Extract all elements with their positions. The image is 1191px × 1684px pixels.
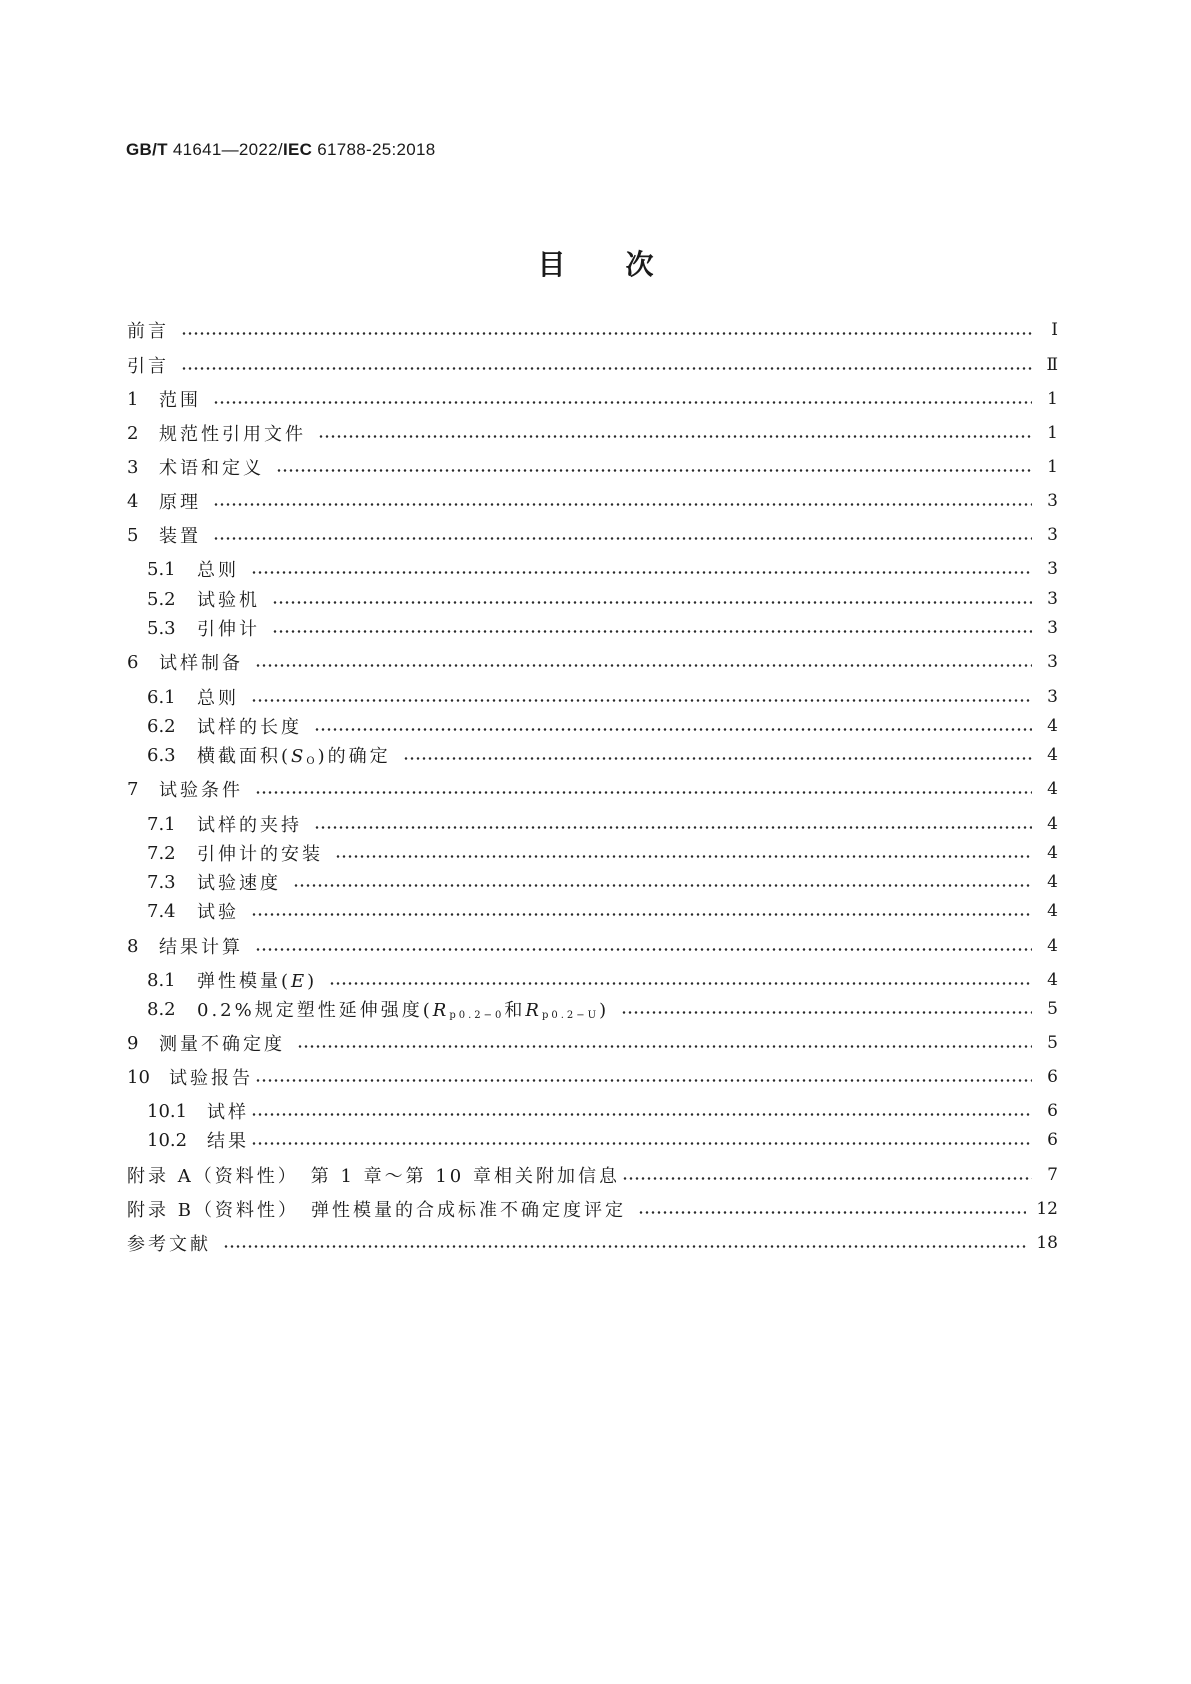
toc-entry-title: 总则: [197, 688, 239, 709]
toc-entry-foreword[interactable]: [127, 316, 1058, 344]
toc-entry-title: 引伸计的安装: [197, 844, 323, 865]
toc-entry-page: 3: [1047, 652, 1058, 672]
toc-entry-page: Ⅱ: [1046, 355, 1058, 375]
table-of-contents: [127, 0, 1058, 1684]
dot-leader: [621, 1011, 1032, 1014]
toc-entry-number: 10.1: [147, 1100, 188, 1122]
toc-entry-page: Ⅰ: [1051, 320, 1058, 340]
toc-entry-number: 2: [127, 422, 139, 444]
subscript-p02-0: p0.2−0: [449, 1010, 505, 1021]
toc-entry-page: 4: [1047, 843, 1058, 863]
toc-entry-title: 范围: [159, 390, 201, 411]
subscript-p02-u: p0.2−U: [541, 1010, 600, 1021]
toc-entry-number: 5.2: [147, 588, 176, 610]
title-part: 横截面积(: [197, 746, 292, 767]
dot-leader: [255, 1079, 1032, 1082]
dot-leader: [329, 982, 1032, 985]
toc-entry-number: 5.1: [147, 558, 176, 580]
dot-leader: [314, 826, 1032, 829]
toc-entry-title: [197, 996, 609, 1022]
toc-entry-1[interactable]: [127, 385, 1058, 413]
toc-entry-4[interactable]: [127, 487, 1058, 515]
symbol-e: E: [291, 971, 308, 992]
dot-leader: [403, 757, 1032, 760]
toc-entry-number: 8: [127, 935, 139, 957]
toc-entry-number: 7.1: [147, 813, 176, 835]
toc-entry-annex-b[interactable]: [127, 1195, 1058, 1223]
toc-entry-number: 10.2: [147, 1129, 188, 1151]
toc-entry-page: 3: [1047, 559, 1058, 579]
subscript-o: O: [306, 756, 318, 767]
toc-entry-number: 6.3: [147, 744, 176, 766]
toc-entry-7-1[interactable]: [127, 810, 1058, 838]
dot-leader: [255, 664, 1032, 667]
dot-leader: [251, 699, 1032, 702]
dot-leader: [272, 630, 1032, 633]
iec-prefix: IEC: [282, 140, 313, 159]
toc-entry-title: 试样制备: [159, 653, 243, 674]
dot-leader: [251, 913, 1032, 916]
toc-entry-6-1[interactable]: [127, 683, 1058, 711]
toc-entry-10-1[interactable]: [127, 1097, 1058, 1125]
iec-number: 61788-25:2018: [312, 140, 436, 159]
title-part: )的确定: [317, 746, 391, 767]
dot-leader: [638, 1211, 1026, 1214]
toc-entry-page: 6: [1047, 1130, 1058, 1150]
toc-entry-number: 5: [127, 524, 139, 546]
toc-entry-title: 结果计算: [159, 937, 243, 958]
toc-entry-number: 9: [127, 1032, 139, 1054]
toc-entry-8-2[interactable]: [127, 995, 1058, 1023]
toc-entry-page: 7: [1047, 1165, 1058, 1185]
toc-entry-number: 7.3: [147, 871, 176, 893]
toc-entry-number: 4: [127, 490, 139, 512]
dot-leader: [318, 435, 1032, 438]
dot-leader: [255, 948, 1032, 951]
toc-entry-page: 1: [1047, 423, 1058, 443]
toc-entry-page: 3: [1047, 618, 1058, 638]
toc-entry-title: 测量不确定度: [159, 1034, 285, 1055]
toc-entry-annex-a[interactable]: [127, 1161, 1058, 1189]
dot-leader: [272, 601, 1032, 604]
toc-entry-6-3[interactable]: [127, 741, 1058, 769]
toc-entry-number: 7.2: [147, 842, 176, 864]
toc-entry-page: 6: [1047, 1067, 1058, 1087]
toc-entry-7-2[interactable]: [127, 839, 1058, 867]
title-part: ): [307, 971, 318, 992]
toc-entry-title: 试验条件: [159, 780, 243, 801]
toc-entry-title: 规范性引用文件: [159, 424, 306, 445]
symbol-r: R: [525, 1000, 542, 1021]
toc-entry-page: 3: [1047, 589, 1058, 609]
toc-entry-title: 试样的夹持: [197, 815, 302, 836]
toc-entry-bibliography[interactable]: [127, 1229, 1058, 1257]
toc-entry-introduction[interactable]: [127, 351, 1058, 379]
toc-entry-8[interactable]: [127, 932, 1058, 960]
toc-entry-page: 1: [1047, 389, 1058, 409]
toc-entry-page: 4: [1047, 745, 1058, 765]
toc-entry-5-3[interactable]: [127, 614, 1058, 642]
toc-entry-title: 前言: [127, 321, 169, 342]
toc-entry-number: 3: [127, 456, 139, 478]
dot-leader: [251, 1113, 1032, 1116]
title-part: 0.2%规定塑性延伸强度(: [197, 1000, 433, 1021]
dot-leader: [314, 728, 1032, 731]
dot-leader: [181, 367, 1032, 370]
toc-entry-page: 4: [1047, 716, 1058, 736]
toc-entry-6-2[interactable]: [127, 712, 1058, 740]
toc-entry-title: 引言: [127, 356, 169, 377]
dot-leader: [251, 1142, 1032, 1145]
dot-leader: [213, 401, 1032, 404]
toc-entry-title: 结果: [207, 1131, 249, 1152]
title-part: 和: [504, 1000, 526, 1021]
toc-entry-title: [197, 967, 317, 993]
symbol-r: R: [432, 1000, 450, 1021]
dot-leader: [223, 1245, 1026, 1248]
symbol-s: S: [291, 746, 307, 767]
toc-entry-title: 试样: [207, 1102, 249, 1123]
dot-leader: [293, 884, 1032, 887]
toc-entry-title: 试验报告: [169, 1068, 253, 1089]
toc-entry-title: 试验机: [197, 590, 260, 611]
toc-entry-page: 5: [1047, 1033, 1058, 1053]
toc-entry-5-1[interactable]: [127, 555, 1058, 583]
toc-entry-title: 原理: [159, 492, 201, 513]
toc-entry-title: 参考文献: [127, 1234, 211, 1255]
dot-leader: [297, 1045, 1032, 1048]
toc-entry-5-2[interactable]: [127, 585, 1058, 613]
toc-entry-number: 5.3: [147, 617, 176, 639]
toc-entry-page: 18: [1036, 1233, 1058, 1253]
dot-leader: [276, 469, 1032, 472]
toc-entry-page: 12: [1036, 1199, 1058, 1219]
title-part: 弹性模量(: [197, 971, 292, 992]
toc-entry-page: 4: [1047, 936, 1058, 956]
toc-entry-page: 4: [1047, 779, 1058, 799]
toc-entry-page: 5: [1047, 999, 1058, 1019]
toc-entry-page: 4: [1047, 814, 1058, 834]
toc-entry-5[interactable]: [127, 521, 1058, 549]
dot-leader: [335, 855, 1032, 858]
toc-entry-title: 附录 B（资料性） 弹性模量的合成标准不确定度评定: [127, 1200, 626, 1221]
toc-entry-title: 引伸计: [197, 619, 260, 640]
toc-entry-10[interactable]: [127, 1063, 1058, 1091]
toc-entry-page: 3: [1047, 687, 1058, 707]
toc-entry-title: 附录 A（资料性） 第 1 章～第 10 章相关附加信息: [127, 1166, 620, 1187]
dot-leader: [181, 332, 1032, 335]
toc-entry-3[interactable]: [127, 453, 1058, 481]
standard-code-number: 41641—2022/: [167, 140, 283, 159]
page-title: 目次: [537, 248, 714, 281]
dot-leader: [213, 503, 1032, 506]
toc-entry-title: 总则: [197, 560, 239, 581]
toc-entry-title: 试验: [197, 902, 239, 923]
toc-entry-2[interactable]: [127, 419, 1058, 447]
toc-entry-page: 1: [1047, 457, 1058, 477]
toc-entry-title: 术语和定义: [159, 458, 264, 479]
toc-entry-number: 7.4: [147, 900, 176, 922]
toc-entry-number: 10: [127, 1066, 150, 1088]
toc-entry-number: 6.1: [147, 686, 176, 708]
toc-entry-9[interactable]: [127, 1029, 1058, 1057]
toc-entry-title: [197, 742, 391, 768]
toc-entry-page: 6: [1047, 1101, 1058, 1121]
toc-entry-7-4[interactable]: [127, 897, 1058, 925]
toc-entry-page: 4: [1047, 970, 1058, 990]
toc-entry-page: 3: [1047, 525, 1058, 545]
toc-entry-number: 8.1: [147, 969, 176, 991]
toc-entry-title: 试验速度: [197, 873, 281, 894]
toc-entry-number: 1: [127, 388, 139, 410]
toc-entry-page: 4: [1047, 872, 1058, 892]
dot-leader: [251, 571, 1032, 574]
dot-leader: [213, 537, 1032, 540]
toc-entry-number: 7: [127, 778, 139, 800]
toc-entry-number: 6: [127, 651, 139, 673]
toc-entry-6[interactable]: [127, 648, 1058, 676]
toc-entry-7[interactable]: [127, 775, 1058, 803]
dot-leader: [255, 791, 1032, 794]
toc-entry-number: 6.2: [147, 715, 176, 737]
toc-entry-title: 装置: [159, 526, 201, 547]
toc-entry-number: 8.2: [147, 998, 176, 1020]
standard-code-prefix: GB/T: [126, 140, 168, 159]
title-part: ): [599, 1000, 610, 1021]
toc-entry-page: 4: [1047, 901, 1058, 921]
toc-entry-title: 试样的长度: [197, 717, 302, 738]
toc-entry-10-2[interactable]: [127, 1126, 1058, 1154]
toc-entry-page: 3: [1047, 491, 1058, 511]
toc-entry-8-1[interactable]: [127, 966, 1058, 994]
toc-entry-7-3[interactable]: [127, 868, 1058, 896]
dot-leader: [622, 1177, 1032, 1180]
